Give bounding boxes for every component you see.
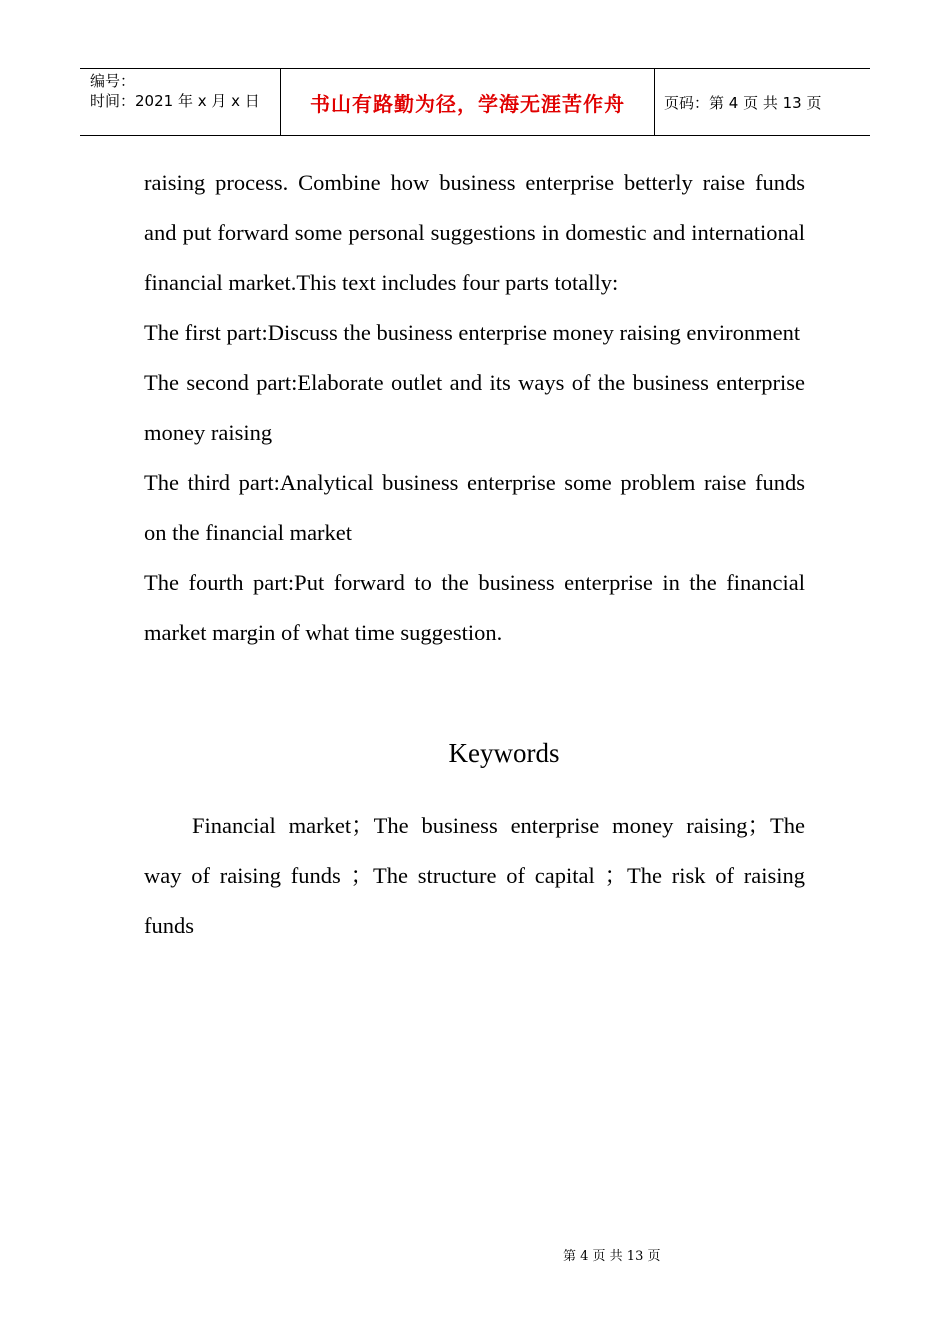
header-page-info: 页码：第 4 页 共 13 页 — [664, 93, 822, 112]
page-header — [80, 68, 870, 136]
header-meta — [80, 69, 281, 135]
intro-paragraph: raising process. Combine how business enterprise betterly raise funds and put forward some personal suggestions in domestic and international financial market.This text includes four parts totally: — [144, 170, 805, 295]
part-two-paragraph: The second part:Elaborate outlet and its ways of the business enterprise money raising — [144, 370, 805, 445]
number-label: 编号： — [90, 72, 136, 90]
header-motto: 书山有路勤为径，学海无涯苦作舟 — [281, 69, 655, 135]
keywords-paragraph: Financial market；The business enterprise money raising；The way of raising funds ；The structure of capital ；The risk of raising funds — [144, 813, 805, 938]
part-one-paragraph: The first part:Discuss the business enterprise money raising environment — [144, 320, 801, 345]
part-three-paragraph: The third part:Analytical business enterprise some problem raise funds on the financial market — [144, 470, 805, 545]
time-label: 时间：2021 年 x 月 x 日 — [90, 92, 260, 110]
footer-page-number: 第 4 页 共 13 页 — [563, 1249, 661, 1264]
abstract-body — [144, 158, 805, 658]
page-footer — [0, 1245, 950, 1264]
part-four-paragraph: The fourth part:Put forward to the business enterprise in the financial market margin of what time suggestion. — [144, 570, 805, 645]
keywords-heading: Keywords — [448, 738, 560, 768]
